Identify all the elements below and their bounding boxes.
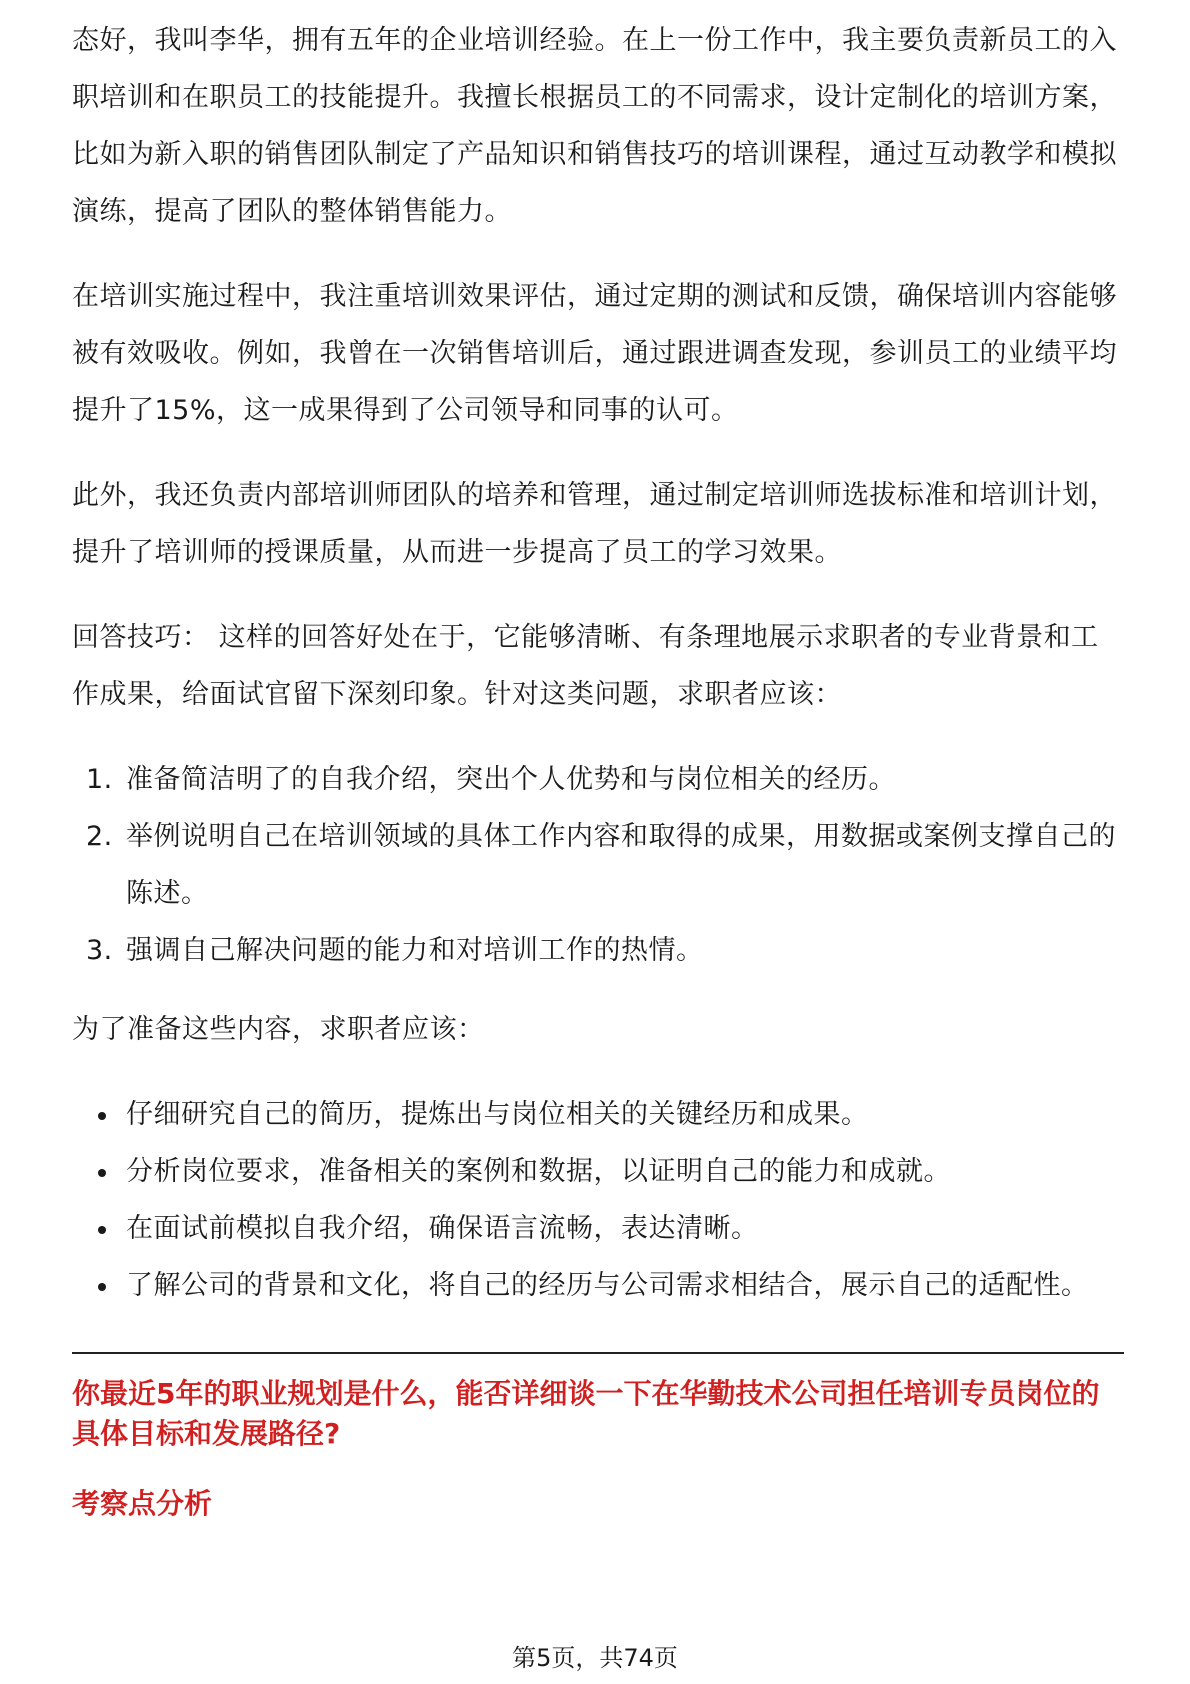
page-footer: 第5页，共74页 [512, 1644, 678, 1672]
bullet-icon [98, 1169, 106, 1177]
list-number: 1. [86, 764, 113, 795]
paragraph-intro: 态好，我叫李华，拥有五年的企业培训经验。在上一份工作中，我主要负责新员工的入职培训和在职员工的技能提升。我擅长根据员工的不同需求，设计定制化的培训方案，比如为新入职的销售团队制定了产品知识和销售技巧的培训课程，通过互动教学和模拟演练，提高了团队的整体销售能力。 [72, 25, 1117, 227]
analysis-heading: 考察点分析 [72, 1487, 213, 1520]
list-item [72, 808, 1124, 922]
list-item [72, 922, 1124, 979]
paragraph-trainer-team: 此外，我还负责内部培训师团队的培养和管理，通过制定培训师选拔标准和培训计划，提升了培训师的授课质量，从而进一步提高了员工的学习效果。 [72, 480, 1117, 568]
bullet-icon [98, 1226, 106, 1234]
list-item [72, 1257, 1124, 1314]
paragraph-evaluation: 在培训实施过程中，我注重培训效果评估，通过定期的测试和反馈，确保培训内容能够被有效吸收。例如，我曾在一次销售培训后，通过跟进调查发现，参训员工的业绩平均提升了15%，这一成果得到了公司领导和同事的认可。 [72, 281, 1117, 426]
list-item [72, 751, 1124, 808]
list-item [72, 1143, 1124, 1200]
list-item-text: 举例说明自己在培训领域的具体工作内容和取得的成果，用数据或案例支撑自己的陈述。 [126, 821, 1116, 909]
list-item-text: 强调自己解决问题的能力和对培训工作的热情。 [126, 935, 704, 966]
bullet-icon [98, 1112, 106, 1120]
list-number: 2. [86, 821, 113, 852]
list-item [72, 1086, 1124, 1143]
paragraph-answer-tips: 回答技巧： 这样的回答好处在于，它能够清晰、有条理地展示求职者的专业背景和工作成果，给面试官留下深刻印象。针对这类问题，求职者应该： [72, 622, 1099, 710]
document-content [72, 25, 1124, 1524]
list-item-text: 仔细研究自己的简历，提炼出与岗位相关的关键经历和成果。 [126, 1099, 869, 1130]
bullet-list [72, 1086, 1124, 1314]
bullet-icon [98, 1283, 106, 1291]
list-item-text: 了解公司的背景和文化，将自己的经历与公司需求相结合，展示自己的适配性。 [126, 1270, 1089, 1301]
section-divider [72, 1352, 1124, 1354]
list-item-text: 在面试前模拟自我介绍，确保语言流畅，表达清晰。 [126, 1213, 759, 1244]
list-item-text: 准备简洁明了的自我介绍，突出个人优势和与岗位相关的经历。 [126, 764, 896, 795]
list-item [72, 1200, 1124, 1257]
list-number: 3. [86, 935, 113, 966]
question-heading: 你最近5年的职业规划是什么，能否详细谈一下在华勤技术公司担任培训专员岗位的具体目标和发展路径? [72, 1377, 1100, 1450]
paragraph-prep-intro: 为了准备这些内容，求职者应该： [72, 1014, 485, 1045]
list-item-text: 分析岗位要求，准备相关的案例和数据，以证明自己的能力和成就。 [126, 1156, 951, 1187]
numbered-list [72, 751, 1124, 979]
